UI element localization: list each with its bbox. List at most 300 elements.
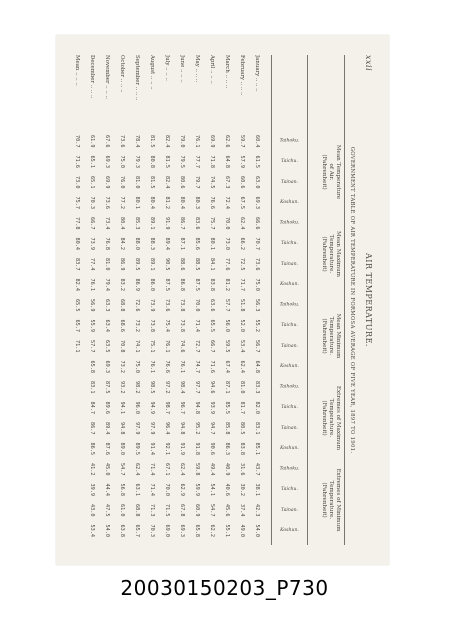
- table-cell: 59.5: [224, 340, 231, 353]
- table-row: [115, 55, 130, 541]
- table-cell: 74.5: [209, 176, 216, 189]
- table-cell: 57.7: [89, 340, 96, 353]
- station-header: [275, 398, 305, 419]
- station-header: [275, 213, 305, 234]
- station-header-label: Koshun.: [280, 282, 300, 288]
- month-label: May .. .. ..: [194, 55, 201, 83]
- table-cell: 93.9: [209, 401, 216, 414]
- table-row: [235, 55, 250, 541]
- table-cell: 93.2: [119, 381, 126, 394]
- table-cell: 89.1: [149, 217, 156, 230]
- table-row: [70, 55, 85, 541]
- table-cell: 40.9: [224, 463, 231, 476]
- table-cell: 59.9: [194, 483, 201, 496]
- table-cell: 30.2: [239, 483, 246, 496]
- row-values: [105, 131, 111, 541]
- table-cell: 79.3: [134, 155, 141, 168]
- station-header: [275, 131, 305, 152]
- table-cell: 67.6: [104, 135, 111, 148]
- table-cell: 76.1: [149, 360, 156, 373]
- station-header: [275, 521, 305, 542]
- table-cell: 81.0: [104, 258, 111, 271]
- table-cell: 87.5: [164, 278, 171, 291]
- table-cell: 66.6: [254, 217, 261, 230]
- table-cell: 67.1: [164, 463, 171, 476]
- table-cell: 71.6: [209, 360, 216, 373]
- table-cell: 65.8: [89, 360, 96, 373]
- station-header-label: Taihoku.: [280, 302, 300, 308]
- table-cell: 73.0: [224, 237, 231, 250]
- table-cell: 86.3: [224, 442, 231, 455]
- table-cell: 73.2: [119, 360, 126, 373]
- station-header: [275, 459, 305, 480]
- table-cell: 66.7: [89, 217, 96, 230]
- station-header-label: Koshun.: [280, 364, 300, 370]
- station-header: [275, 254, 305, 275]
- table-cell: 55.9: [89, 319, 96, 332]
- table-cell: 83.6: [194, 217, 201, 230]
- table-cell: 83.2: [119, 278, 126, 291]
- table-cell: [75, 439, 81, 460]
- table-row: [130, 55, 145, 541]
- station-header: [275, 336, 305, 357]
- table-cell: 62.4: [239, 217, 246, 230]
- table-row: [190, 55, 205, 541]
- table-cell: 68.8: [119, 299, 126, 312]
- table-cell: 86.9: [134, 278, 141, 291]
- table-cell: 71.8: [209, 155, 216, 168]
- header-rule: [271, 55, 272, 545]
- station-header: [275, 295, 305, 316]
- table-cell: 73.0: [74, 176, 81, 189]
- table-cell: 94.8: [179, 422, 186, 435]
- table-cell: 67.3: [224, 176, 231, 189]
- table-cell: [75, 357, 81, 378]
- table-cell: 85.6: [194, 237, 201, 250]
- table-cell: 76.1: [194, 135, 201, 148]
- table-cell: 94.8: [119, 422, 126, 435]
- station-header-label: Taichu.: [281, 323, 299, 329]
- table-cell: [75, 459, 81, 480]
- table-cell: 69.3: [104, 360, 111, 373]
- table-cell: 51.8: [239, 299, 246, 312]
- table-row: [85, 55, 100, 541]
- table-cell: 61.5: [254, 155, 261, 168]
- table-cell: 64.8: [224, 155, 231, 168]
- table-cell: 83.1: [89, 381, 96, 394]
- table-cell: 85.5: [224, 401, 231, 414]
- station-header: [275, 275, 305, 296]
- table-cell: 61.9: [89, 135, 96, 148]
- table-cell: 68.6: [119, 319, 126, 332]
- table-cell: 65.7: [74, 319, 81, 332]
- table-cell: 42.3: [254, 504, 261, 517]
- table-cell: 94.9: [149, 401, 156, 414]
- table-cell: 64.8: [254, 360, 261, 373]
- station-header-label: Taichu.: [281, 487, 299, 493]
- table-cell: 37.4: [239, 504, 246, 517]
- table-cell: 76.1: [89, 278, 96, 291]
- column-group-header: Extremes of Minimum Temperature. (Fahrenheit): [321, 468, 341, 532]
- table-cell: 80.4: [179, 196, 186, 209]
- table-body: [70, 55, 265, 541]
- table-cell: 63.8: [119, 524, 126, 537]
- table-cell: 61.0: [119, 504, 126, 517]
- table-cell: 82.0: [254, 401, 261, 414]
- station-header: [275, 377, 305, 398]
- table-cell: 71.5: [164, 504, 171, 517]
- table-cell: 81.5: [164, 155, 171, 168]
- month-label: January .. .. ..: [254, 55, 261, 92]
- table-cell: 72.6: [134, 299, 141, 312]
- table-cell: 82.4: [164, 135, 171, 148]
- table-cell: 63.0: [254, 176, 261, 189]
- table-cell: [75, 377, 81, 398]
- row-values: [120, 131, 126, 541]
- month-label: Mean .. .. ..: [74, 55, 81, 86]
- table-cell: 91.9: [179, 442, 186, 455]
- table-cell: 76.0: [119, 176, 126, 189]
- station-header-label: Taihoku.: [280, 220, 300, 226]
- month-label: September .. .. ..: [134, 55, 141, 101]
- table-cell: 80.4: [149, 196, 156, 209]
- table-cell: 67.8: [179, 504, 186, 517]
- station-header-label: Tainan.: [281, 425, 299, 431]
- table-cell: 98.4: [179, 381, 186, 394]
- table-cell: 76.6: [209, 196, 216, 209]
- table-cell: 81.7: [239, 401, 246, 414]
- table-cell: [75, 521, 81, 542]
- table-cell: 86.9: [119, 258, 126, 271]
- table-cell: 80.5: [239, 422, 246, 435]
- table-title: GOVERNMENT TABLE OF AIR TEMPERATURE IN FORMOSA AVERAGE OF FIVE YEAR, 1897 TO 1901.: [349, 146, 355, 454]
- table-cell: 63.4: [104, 319, 111, 332]
- table-cell: 73.6: [164, 299, 171, 312]
- table-cell: 87.5: [194, 278, 201, 291]
- table-cell: 77.4: [89, 258, 96, 271]
- table-cell: 79.4: [104, 278, 111, 291]
- station-header-label: Koshun.: [280, 200, 300, 206]
- table-cell: 78.4: [134, 135, 141, 148]
- month-label: June .. .. ..: [179, 55, 186, 83]
- table-cell: 73.6: [254, 258, 261, 271]
- month-label: July .. .. ..: [164, 55, 171, 81]
- table-cell: 71.3: [149, 504, 156, 517]
- table-cell: 60.9: [194, 504, 201, 517]
- table-cell: 62.4: [134, 463, 141, 476]
- table-cell: 77.6: [224, 258, 231, 271]
- table-cell: 97.7: [194, 381, 201, 394]
- table-cell: 75.0: [134, 360, 141, 373]
- table-cell: 89.4: [104, 422, 111, 435]
- table-cell: 89.6: [104, 401, 111, 414]
- station-header: [275, 193, 305, 214]
- row-values: [180, 131, 186, 541]
- month-label: December .. .. ..: [89, 55, 96, 99]
- table-cell: 73.8: [179, 299, 186, 312]
- table-cell: 56.8: [119, 483, 126, 496]
- table-cell: 83.1: [254, 422, 261, 435]
- table-cell: 79.0: [179, 135, 186, 148]
- table-cell: 71.4: [194, 319, 201, 332]
- month-label: April .. .. ..: [209, 55, 216, 84]
- table-row: [145, 55, 160, 541]
- table-cell: 62.4: [179, 463, 186, 476]
- table-cell: 71.6: [74, 155, 81, 168]
- column-group-headers: [309, 131, 341, 541]
- table-cell: 80.4: [119, 217, 126, 230]
- station-header-label: Taichu.: [281, 405, 299, 411]
- title-rule: [344, 55, 345, 545]
- table-cell: 97.9: [134, 422, 141, 435]
- table-cell: 87.1: [179, 237, 186, 250]
- table-cell: 87.6: [104, 442, 111, 455]
- table-cell: 86.7: [179, 217, 186, 230]
- table-row: [205, 55, 220, 541]
- station-header-label: Taihoku.: [280, 384, 300, 390]
- table-cell: 91.4: [149, 442, 156, 455]
- table-cell: 49.4: [209, 463, 216, 476]
- column-group-header: Mean Maximum Temperature. (Fahrenheit): [321, 231, 341, 277]
- table-cell: 63.5: [104, 340, 111, 353]
- table-cell: 74.6: [179, 340, 186, 353]
- table-cell: 97.9: [149, 422, 156, 435]
- table-cell: 43.7: [254, 463, 261, 476]
- table-cell: 76.8: [104, 237, 111, 250]
- table-cell: 91.9: [164, 217, 171, 230]
- table-cell: 65.5: [209, 319, 216, 332]
- table-cell: 81.2: [164, 196, 171, 209]
- table-cell: 81.5: [149, 176, 156, 189]
- table-cell: 84.1: [209, 258, 216, 271]
- station-header: [275, 439, 305, 460]
- table-cell: 94.1: [119, 401, 126, 414]
- table-cell: 62.9: [179, 483, 186, 496]
- table-cell: 72.7: [194, 340, 201, 353]
- month-label: November .. .. ..: [104, 55, 111, 99]
- row-values: [165, 131, 171, 541]
- table-cell: 75.7: [209, 217, 216, 230]
- table-cell: 80.8: [149, 155, 156, 168]
- table-cell: 87.5: [104, 381, 111, 394]
- table-cell: 90.6: [209, 442, 216, 455]
- table-cell: [75, 480, 81, 501]
- table-cell: 56.7: [254, 340, 261, 353]
- table-cell: 65.8: [194, 524, 201, 537]
- table-cell: 74.7: [194, 360, 201, 373]
- table-cell: 92.1: [164, 442, 171, 455]
- table-cell: 88.5: [194, 258, 201, 271]
- month-label: August .. .. ..: [149, 55, 156, 90]
- table-cell: 73.9: [89, 237, 96, 250]
- table-cell: 63.1: [134, 483, 141, 496]
- table-cell: 59.7: [239, 135, 246, 148]
- table-cell: 69.9: [104, 176, 111, 189]
- table-cell: 81.0: [134, 176, 141, 189]
- table-cell: 73.2: [134, 319, 141, 332]
- table-cell: 70.0: [164, 483, 171, 496]
- table-cell: 86.0: [149, 278, 156, 291]
- table-cell: 70.8: [119, 340, 126, 353]
- table-row: [160, 55, 175, 541]
- table-cell: [75, 418, 81, 439]
- table-cell: 71.7: [239, 278, 246, 291]
- table-cell: 98.5: [149, 381, 156, 394]
- station-header: [275, 500, 305, 521]
- table-cell: 56.0: [224, 319, 231, 332]
- table-cell: [75, 398, 81, 419]
- table-row: [175, 55, 190, 541]
- table-cell: 88.6: [179, 258, 186, 271]
- table-cell: 98.2: [134, 381, 141, 394]
- table-cell: 76.1: [179, 360, 186, 373]
- table-cell: 47.5: [104, 504, 111, 517]
- table-cell: 54.7: [119, 463, 126, 476]
- table-cell: 75.4: [164, 319, 171, 332]
- station-header-label: Taihoku.: [280, 138, 300, 144]
- station-header: [275, 418, 305, 439]
- table-cell: 70.7: [74, 135, 81, 148]
- rotated-content: [56, 35, 389, 565]
- table-cell: 55.1: [224, 524, 231, 537]
- station-header-label: Taichu.: [281, 159, 299, 165]
- table-cell: 39.9: [89, 483, 96, 496]
- table-cell: 69.3: [254, 196, 261, 209]
- month-label: October .. .. ..: [119, 55, 126, 93]
- table-cell: 80.1: [209, 237, 216, 250]
- table-cell: 89.1: [149, 258, 156, 271]
- table-cell: 72.5: [239, 258, 246, 271]
- table-cell: 44.4: [104, 483, 111, 496]
- row-values: [90, 131, 96, 541]
- table-cell: 96.7: [179, 401, 186, 414]
- station-header: [275, 152, 305, 173]
- table-row: [100, 55, 115, 541]
- table-cell: 57.7: [224, 299, 231, 312]
- table-cell: 70.3: [149, 524, 156, 537]
- table-cell: 73.8: [149, 319, 156, 332]
- table-cell: 86.5: [89, 442, 96, 455]
- station-header: [275, 172, 305, 193]
- table-cell: 62.4: [239, 360, 246, 373]
- month-label: February .. .. ..: [239, 55, 246, 96]
- row-values: [150, 131, 156, 541]
- row-values: [255, 131, 261, 541]
- table-cell: 76.1: [164, 340, 171, 353]
- table-cell: 79.7: [194, 176, 201, 189]
- table-cell: 45.0: [104, 463, 111, 476]
- table-cell: 63.3: [104, 299, 111, 312]
- table-cell: 83.8: [239, 442, 246, 455]
- table-cell: 88.0: [134, 237, 141, 250]
- column-group-header: Mean Minimum Temperature. (Fahrenheit): [321, 313, 341, 359]
- table-cell: 75.0: [254, 278, 261, 291]
- table-cell: 70.7: [254, 237, 261, 250]
- table-cell: 75.1: [149, 340, 156, 353]
- table-cell: 69.3: [179, 524, 186, 537]
- page-number: xxii: [364, 55, 373, 72]
- table-cell: 53.4: [239, 340, 246, 353]
- table-cell: 94.8: [194, 401, 201, 414]
- row-values: [135, 131, 141, 541]
- table-cell: 74.1: [134, 340, 141, 353]
- table-cell: 76.6: [164, 360, 171, 373]
- row-values: [195, 131, 201, 541]
- table-cell: 86.8: [179, 278, 186, 291]
- table-cell: 82.4: [164, 176, 171, 189]
- table-cell: 84.2: [119, 237, 126, 250]
- table-cell: 59.8: [194, 463, 201, 476]
- row-values: [240, 131, 246, 541]
- table-cell: 65.1: [89, 155, 96, 168]
- table-cell: 87.1: [224, 381, 231, 394]
- table-cell: 67.4: [224, 360, 231, 373]
- table-cell: 80.6: [179, 176, 186, 189]
- table-cell: 40.6: [224, 483, 231, 496]
- table-cell: 96.0: [134, 401, 141, 414]
- table-cell: 65.7: [134, 524, 141, 537]
- table-cell: 67.5: [239, 196, 246, 209]
- table-cell: 69.3: [104, 155, 111, 168]
- table-cell: 94.6: [209, 381, 216, 394]
- station-headers: [275, 131, 305, 541]
- table-cell: 43.0: [89, 504, 96, 517]
- table-row: [220, 55, 235, 541]
- table-cell: 54.0: [254, 524, 261, 537]
- column-group-header: Mean Temperature of Air. (Fahrenheit): [321, 144, 341, 200]
- image-caption: 20030150203_P730: [120, 576, 329, 600]
- station-header-label: Taihoku.: [280, 466, 300, 472]
- table-cell: 54.1: [209, 483, 216, 496]
- table-cell: 85.1: [254, 442, 261, 455]
- table-cell: 55.2: [254, 319, 261, 332]
- row-values: [225, 131, 231, 541]
- table-cell: 88.3: [149, 237, 156, 250]
- table-cell: 71.1: [74, 340, 81, 353]
- table-cell: 69.0: [164, 524, 171, 537]
- table-cell: 79.5: [179, 155, 186, 168]
- table-cell: 60.6: [239, 176, 246, 189]
- table-row: [250, 55, 265, 541]
- row-values: [75, 131, 81, 541]
- station-header-label: Tainan.: [281, 261, 299, 267]
- scanned-page: [56, 35, 389, 565]
- table-cell: 83.3: [254, 381, 261, 394]
- table-cell: 98.7: [164, 401, 171, 414]
- station-header: [275, 480, 305, 501]
- table-cell: 73.8: [179, 319, 186, 332]
- table-cell: 65.5: [74, 299, 81, 312]
- table-cell: 69.9: [209, 135, 216, 148]
- table-cell: 85.3: [134, 217, 141, 230]
- station-header-label: Tainan.: [281, 343, 299, 349]
- table-cell: 54.0: [104, 524, 111, 537]
- table-cell: 70.3: [89, 196, 96, 209]
- table-cell: 89.0: [119, 442, 126, 455]
- table-cell: 73.6: [104, 196, 111, 209]
- table-cell: 95.2: [194, 422, 201, 435]
- table-cell: 70.0: [194, 299, 201, 312]
- table-cell: 77.8: [74, 217, 81, 230]
- group-rule: [307, 55, 308, 545]
- table-cell: 89.5: [134, 442, 141, 455]
- table-cell: 71.4: [149, 463, 156, 476]
- table-cell: 80.3: [194, 196, 201, 209]
- table-cell: 31.6: [239, 463, 246, 476]
- table-cell: 80.4: [74, 237, 81, 250]
- table-cell: 72.4: [224, 196, 231, 209]
- table-cell: 56.9: [89, 299, 96, 312]
